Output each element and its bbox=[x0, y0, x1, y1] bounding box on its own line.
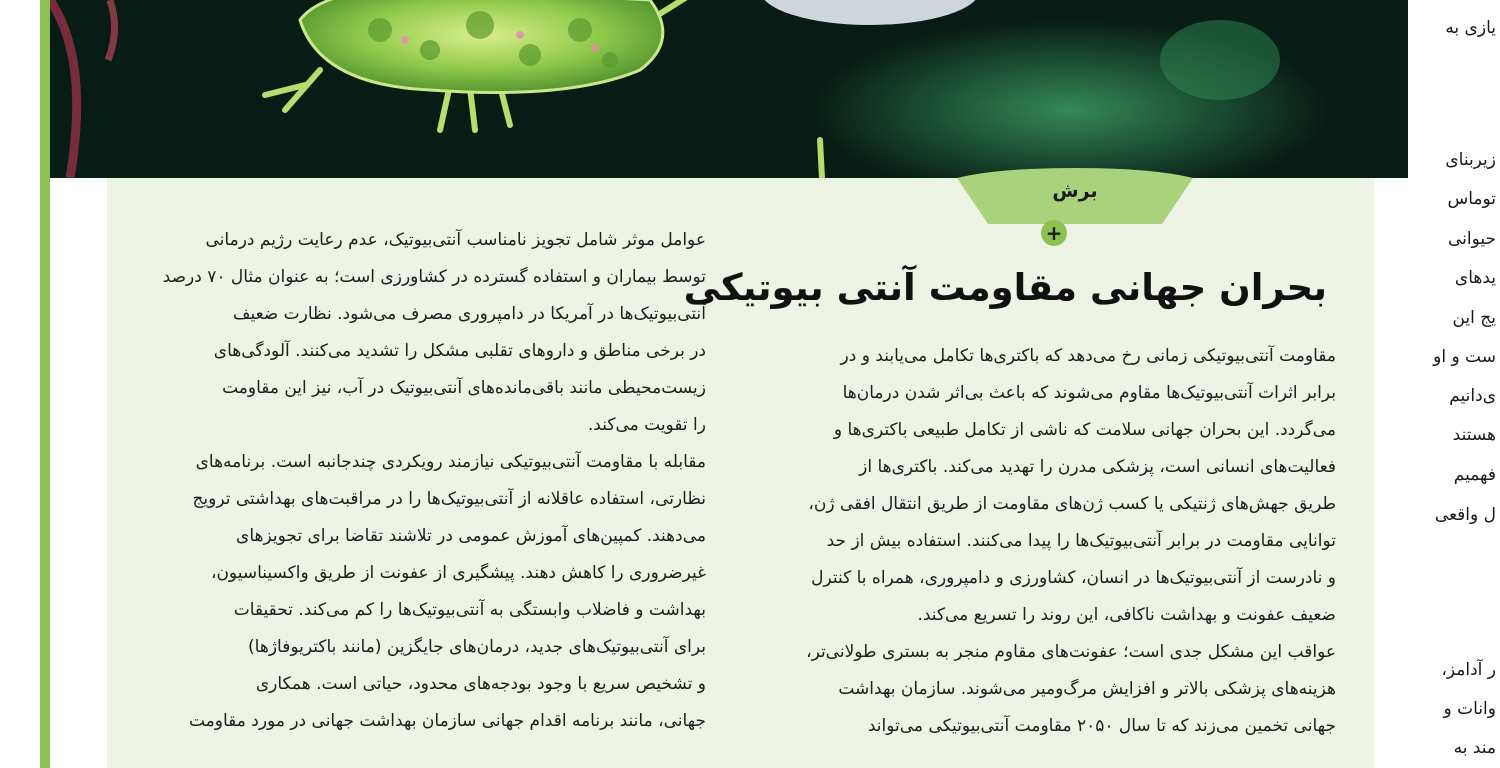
next-page-edge bbox=[1408, 0, 1500, 768]
next-page-fragment: هستند bbox=[1452, 425, 1496, 445]
text-line: برابر اثرات آنتی‌بیوتیک‌ها مقاوم می‌شوند که باعث بی‌اثر شدن درمان‌ها bbox=[842, 383, 1336, 403]
text-line: توانایی مقاومت در برابر آنتی‌بیوتیک‌ها را پیدا می‌کنند. استفاده بیش از حد bbox=[826, 531, 1336, 551]
bacteria-illustration bbox=[50, 0, 1408, 178]
next-page-fragment: ست و او bbox=[1433, 347, 1496, 367]
text-line: می‌دهند. کمپین‌های آموزش عمومی در تلاشند تقاضا برای تجویزهای bbox=[236, 526, 706, 546]
text-line: نظارتی، استفاده عاقلانه از آنتی‌بیوتیک‌ها را در مراقبت‌های بهداشتی ترویج bbox=[192, 489, 706, 509]
text-line: عوامل موثر شامل تجویز نامناسب آنتی‌بیوتیک، عدم رعایت رژیم درمانی bbox=[205, 230, 706, 250]
text-line: را تقویت می‌کند. bbox=[587, 415, 706, 435]
next-page-fragment: یازی به bbox=[1445, 18, 1496, 38]
next-page-fragment: ی‌دانیم bbox=[1449, 386, 1496, 406]
text-line: و نادرست از آنتی‌بیوتیک‌ها در انسان، کشاورزی و دامپروری، همراه با کنترل bbox=[811, 568, 1336, 588]
next-page-fragment: وانات و bbox=[1443, 699, 1496, 719]
article-title: بحران جهانی مقاومت آنتی بیوتیکی bbox=[683, 266, 1327, 309]
next-page-fragment: فهمیم bbox=[1453, 465, 1496, 485]
text-line: آنتی‌بیوتیک‌ها در آمریکا در دامپروری مصرف می‌شود. نظارت ضعیف bbox=[232, 304, 706, 324]
text-line: ضعیف عفونت و بهداشت ناکافی، این روند را تسریع می‌کند. bbox=[917, 605, 1336, 625]
next-page-fragment: توماس bbox=[1447, 189, 1496, 209]
text-line: برای آنتی‌بیوتیک‌های جدید، درمان‌های جایگزین (مانند باکتریوفاژها) bbox=[248, 637, 706, 657]
next-page-fragment: یدهای bbox=[1454, 268, 1496, 288]
text-line: غیرضروری را کاهش دهند. پیشگیری از عفونت از طریق واکسیناسیون، bbox=[210, 563, 706, 583]
text-line: مقابله با مقاومت آنتی‌بیوتیکی نیازمند رویکردی چندجانبه است. برنامه‌های bbox=[195, 452, 706, 472]
next-page-fragment: یج این bbox=[1452, 308, 1496, 328]
section-tab-label: برش bbox=[1052, 180, 1098, 202]
article-column-left bbox=[118, 222, 706, 740]
text-line: زیست‌محیطی مانند باقی‌مانده‌های آنتی‌بیوتیک در آب، نیز این مقاومت bbox=[222, 378, 706, 398]
next-page-fragment: ر آدامز، bbox=[1441, 660, 1496, 680]
plus-icon: + bbox=[1041, 220, 1067, 246]
article-column-right bbox=[748, 338, 1336, 745]
text-line: طریق جهش‌های ژنتیکی یا کسب ژن‌های مقاومت از طریق انتقال افقی ژن، bbox=[808, 494, 1336, 514]
text-line: جهانی تخمین می‌زند که تا سال ۲۰۵۰ مقاومت آنتی‌بیوتیکی می‌تواند bbox=[867, 716, 1336, 736]
next-page-fragment: زیربنای bbox=[1445, 150, 1496, 170]
next-page-fragment: مند به bbox=[1453, 738, 1496, 758]
text-line: فعالیت‌های انسانی است، پزشکی مدرن را تهدید می‌کند. باکتری‌ها از bbox=[859, 457, 1336, 477]
text-line: مقاومت آنتی‌بیوتیکی زمانی رخ می‌دهد که باکتری‌ها تکامل می‌یابند و در bbox=[840, 346, 1336, 366]
bacteria-hero-image bbox=[50, 0, 1408, 178]
text-line: هزینه‌های پزشکی بالاتر و افزایش مرگ‌ومیر می‌شوند. سازمان بهداشت bbox=[838, 679, 1336, 699]
text-line: عواقب این مشکل جدی است؛ عفونت‌های مقاوم منجر به بستری طولانی‌تر، bbox=[806, 642, 1336, 662]
text-line: و تشخیص سریع با وجود بودجه‌های محدود، حیاتی است. همکاری bbox=[255, 674, 706, 694]
text-line: جهانی، مانند برنامه اقدام جهانی سازمان بهداشت جهانی در مورد مقاومت bbox=[188, 711, 706, 731]
text-line: بهداشت و فاضلاب وابستگی به آنتی‌بیوتیک‌ها را کم می‌کند. تحقیقات bbox=[233, 600, 706, 620]
text-line: می‌گردد. این بحران جهانی سلامت که ناشی از تکامل طبیعی باکتری‌ها و bbox=[833, 420, 1336, 440]
next-page-fragment: حیوانی bbox=[1447, 229, 1496, 249]
text-line: در برخی مناطق و داروهای تقلبی مشکل را تشدید می‌کنند. آلودگی‌های bbox=[213, 341, 706, 361]
page-accent-strip bbox=[40, 0, 50, 768]
text-line: توسط بیماران و استفاده گسترده در کشاورزی است؛ به عنوان مثال ۷۰ درصد bbox=[162, 267, 706, 287]
next-page-fragment: ل واقعی bbox=[1434, 505, 1496, 525]
